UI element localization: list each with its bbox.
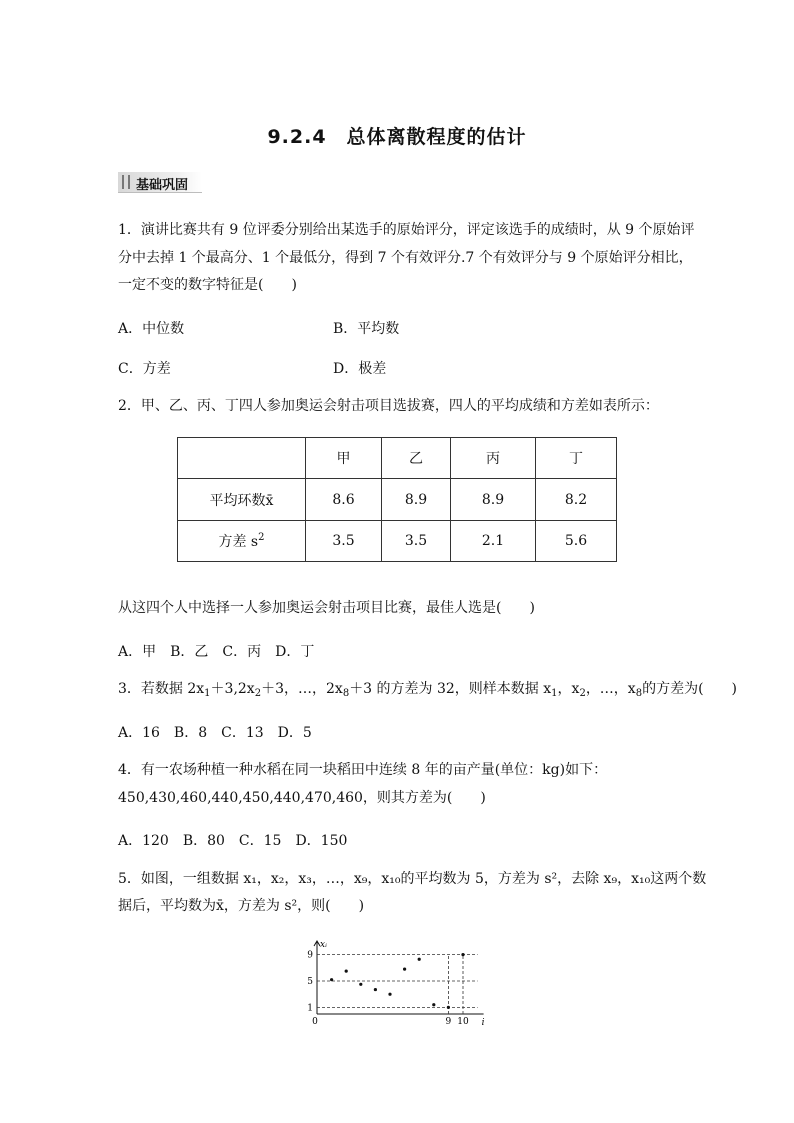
y-tick-label: 9 [307,950,313,961]
q3-text: 3．若数据 2x [118,681,205,697]
q2-options: A．甲 B．乙 C．丙 D．丁 [118,644,315,660]
q1-line-1: 1．演讲比赛共有 9 位评委分别给出某选手的原始评分，评定该选手的成绩时，从 9 个原始评 [118,222,695,238]
table-cell: 8.6 [306,479,382,521]
q5-line-1: 5．如图，一组数据 x₁，x₂，x₃，…，x₉，x₁₀的平均数为 5，方差为 s²，去除 x₉，x₁₀这两个数 [118,871,707,887]
q4-options: A．120 B．80 C．15 D．150 [118,833,348,849]
data-point [461,953,464,956]
section-tag [118,172,202,193]
x-tick-label: 10 [457,1017,469,1027]
data-point [330,978,333,981]
table-header-cell: 甲 [306,438,382,479]
x-tick-label: 9 [445,1017,452,1027]
table-cell: 3.5 [306,521,382,562]
q4-line-1: 4．有一农场种植一种水稻在同一块稻田中连续 8 年的亩产量(单位：kg)如下： [118,762,608,778]
scatter-figure [300,938,490,1028]
q3-sub: 8 [635,688,643,699]
q1-option-c: C．方差 [118,361,171,377]
data-point [403,968,406,971]
data-point [374,988,377,991]
data-point [447,1006,450,1009]
q3-options: A．16 B．8 C．13 D．5 [118,725,312,741]
section-tag-label: 基础巩固 [136,178,189,193]
scores-table [177,437,617,562]
table-header-cell: 丙 [451,438,536,479]
data-point [418,958,421,961]
y-tick-label: 5 [307,977,313,987]
table-header-cell: 乙 [382,438,451,479]
table-corner-cell [178,438,306,479]
table-cell: 5.6 [536,521,617,562]
row-label-text: 方差 s [218,534,259,550]
table-row [178,479,617,521]
q2-line-1: 2．甲、乙、丙、丁四人参加奥运会射击项目选拔赛，四人的平均成绩和方差如表所示： [118,398,659,414]
q1-line-2: 分中去掉 1 个最高分、1 个最低分，得到 7 个有效评分.7 个有效评分与 9 个原始评分相比， [118,250,693,266]
table-row-label: 平均环数x̄ [178,479,306,521]
q3-text: ，x [557,681,580,697]
q3-text: ＋3,2x [210,681,255,697]
scatter-svg [300,938,490,1028]
table-cell: 3.5 [382,521,451,562]
y-tick-label: 1 [307,1003,313,1014]
page-title: 9.2.4 总体离散程度的估计 [267,126,527,148]
data-point [388,993,391,996]
q3-sub: 8 [342,688,350,699]
q3-sub: 2 [254,688,262,699]
q3-sub: 1 [204,688,211,699]
q3-line-1 [118,676,738,707]
table-cell: 8.9 [451,479,536,521]
table-cell: 8.9 [382,479,451,521]
section-bars-icon [122,175,130,189]
q3-text: ＋3，…，2x [261,681,343,697]
q1-option-a: A．中位数 [118,321,185,337]
y-axis-label: xᵢ [320,940,327,950]
table-row [178,521,617,562]
q5-line-2: 据后，平均数为x̄，方差为 s²，则( ) [118,898,365,914]
q3-text: ＋3 的方差为 32，则样本数据 x [349,681,552,697]
q1-option-d: D．极差 [333,361,387,377]
q4-line-2: 450,430,460,440,450,440,470,460，则其方差为( ) [118,790,486,806]
q1-line-3: 一定不变的数字特征是( ) [118,277,297,293]
row-label-sup: 2 [258,532,265,543]
data-point [345,970,348,973]
q3-text: 的方差为( ) [642,681,738,697]
q3-text: ，…，x [585,681,636,697]
q1-option-b: B．平均数 [333,321,400,337]
x-tick-label: 0 [312,1017,318,1027]
q3-sub: 2 [579,688,586,699]
q3-sub: 1 [551,688,558,699]
data-point [432,1003,435,1006]
table-cell: 8.2 [536,479,617,521]
table-header-cell: 丁 [536,438,617,479]
data-point [359,983,362,986]
table-header-row [178,438,617,479]
x-axis-label: i [481,1018,485,1028]
table-row-label [178,521,306,562]
q2-line-2: 从这四个人中选择一人参加奥运会射击项目比赛，最佳人选是( ) [118,600,535,616]
table-cell: 2.1 [451,521,536,562]
